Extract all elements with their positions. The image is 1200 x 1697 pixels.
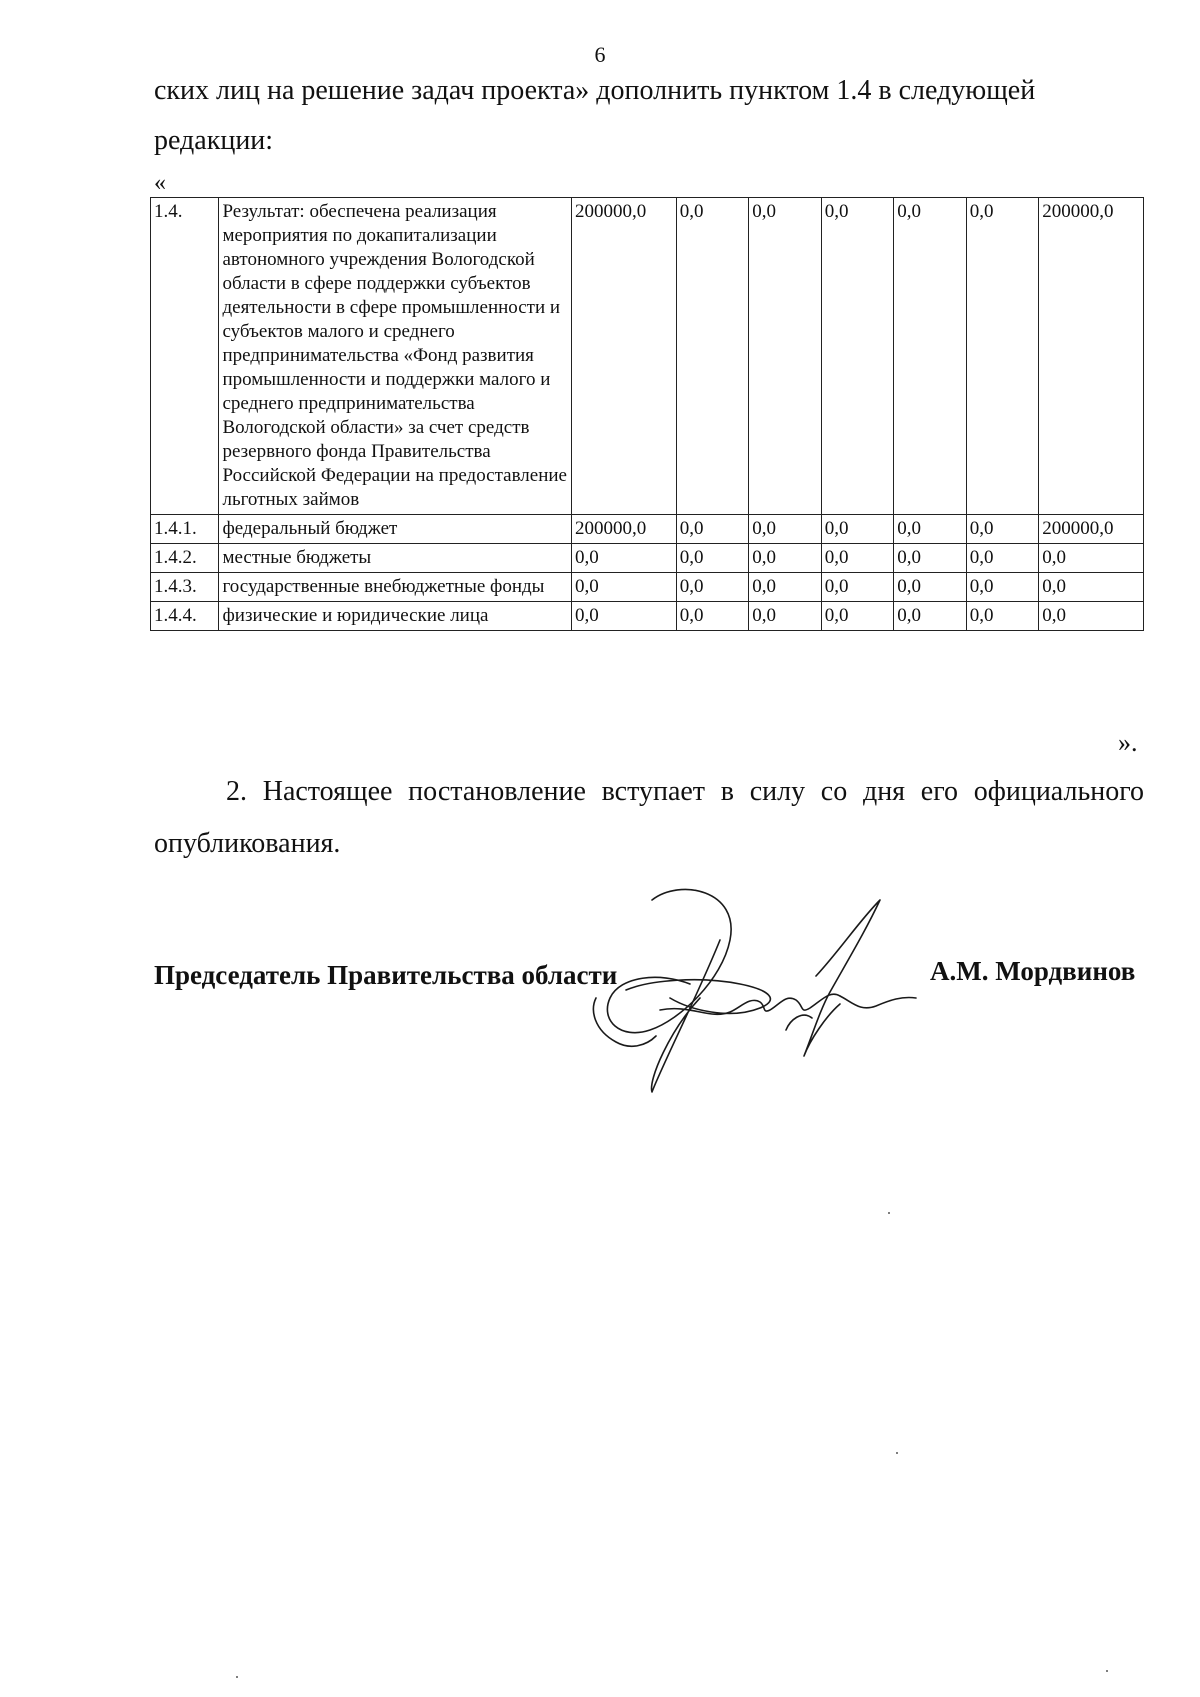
intro-paragraph: ских лиц на решение задач проекта» дополнить пунктом 1.4 в следующей редакции: [154,75,1036,156]
value-cell: 0,0 [749,198,822,515]
row-description: Результат: обеспечена реализация мероприятия по докапитализации автономного учреждения Вологодской области в сфере поддержки субъектов деятельности в сфере промышленности и субъектов малого и среднего предпринимательства «Фонд развития промышленности и поддержки малого и среднего предпринимательства Вологодской области» за счет средств резервного фонда Правительства Российской Федерации на предоставление льготных займов [219,198,571,515]
row-number: 1.4.4. [151,602,219,631]
value-cell: 200000,0 [571,515,676,544]
close-quote: ». [1118,728,1138,757]
value-cell: 0,0 [821,602,894,631]
value-cell: 0,0 [966,602,1039,631]
value-cell: 0,0 [749,515,822,544]
value-cell: 0,0 [676,515,749,544]
table-row [151,602,1144,631]
value-cell: 0,0 [821,544,894,573]
signatory-position: Председатель Правительства области [154,960,618,990]
value-cell: 0,0 [676,573,749,602]
table-row [151,573,1144,602]
value-cell: 0,0 [1039,544,1144,573]
value-cell: 0,0 [571,602,676,631]
value-cell: 0,0 [966,573,1039,602]
value-cell: 0,0 [571,544,676,573]
value-cell: 0,0 [894,602,967,631]
value-cell: 0,0 [676,602,749,631]
row-number: 1.4. [151,198,219,515]
budget-table [150,197,1144,631]
row-number: 1.4.1. [151,515,219,544]
value-cell: 0,0 [749,544,822,573]
value-cell: 0,0 [821,515,894,544]
value-cell: 0,0 [1039,602,1144,631]
scan-mark [236,1676,238,1678]
value-cell: 0,0 [966,198,1039,515]
table-row [151,544,1144,573]
value-cell: 0,0 [749,573,822,602]
value-cell: 0,0 [749,602,822,631]
scan-mark [1106,1670,1108,1672]
value-cell: 0,0 [676,544,749,573]
clause-2-paragraph: 2. Настоящее постановление вступает в силу со дня его официального опубликования. [154,776,1144,859]
scan-mark [896,1452,898,1454]
row-description: местные бюджеты [219,544,571,573]
value-cell: 200000,0 [1039,198,1144,515]
row-description: государственные внебюджетные фонды [219,573,571,602]
value-cell: 200000,0 [1039,515,1144,544]
value-cell: 0,0 [966,515,1039,544]
value-cell: 0,0 [966,544,1039,573]
value-cell: 0,0 [676,198,749,515]
open-quote: « [154,170,166,196]
value-cell: 0,0 [821,573,894,602]
row-description: физические и юридические лица [219,602,571,631]
page-number: 6 [594,42,606,67]
value-cell: 0,0 [821,198,894,515]
value-cell: 0,0 [894,198,967,515]
row-number: 1.4.3. [151,573,219,602]
row-number: 1.4.2. [151,544,219,573]
row-description: федеральный бюджет [219,515,571,544]
value-cell: 0,0 [571,573,676,602]
value-cell: 0,0 [894,515,967,544]
value-cell: 0,0 [894,573,967,602]
handwritten-signature-icon [590,880,950,1100]
table-row [151,515,1144,544]
value-cell: 0,0 [1039,573,1144,602]
scan-mark [888,1212,890,1214]
signatory-name: А.М. Мордвинов [930,956,1136,986]
table-row [151,198,1144,515]
value-cell: 0,0 [894,544,967,573]
value-cell: 200000,0 [571,198,676,515]
